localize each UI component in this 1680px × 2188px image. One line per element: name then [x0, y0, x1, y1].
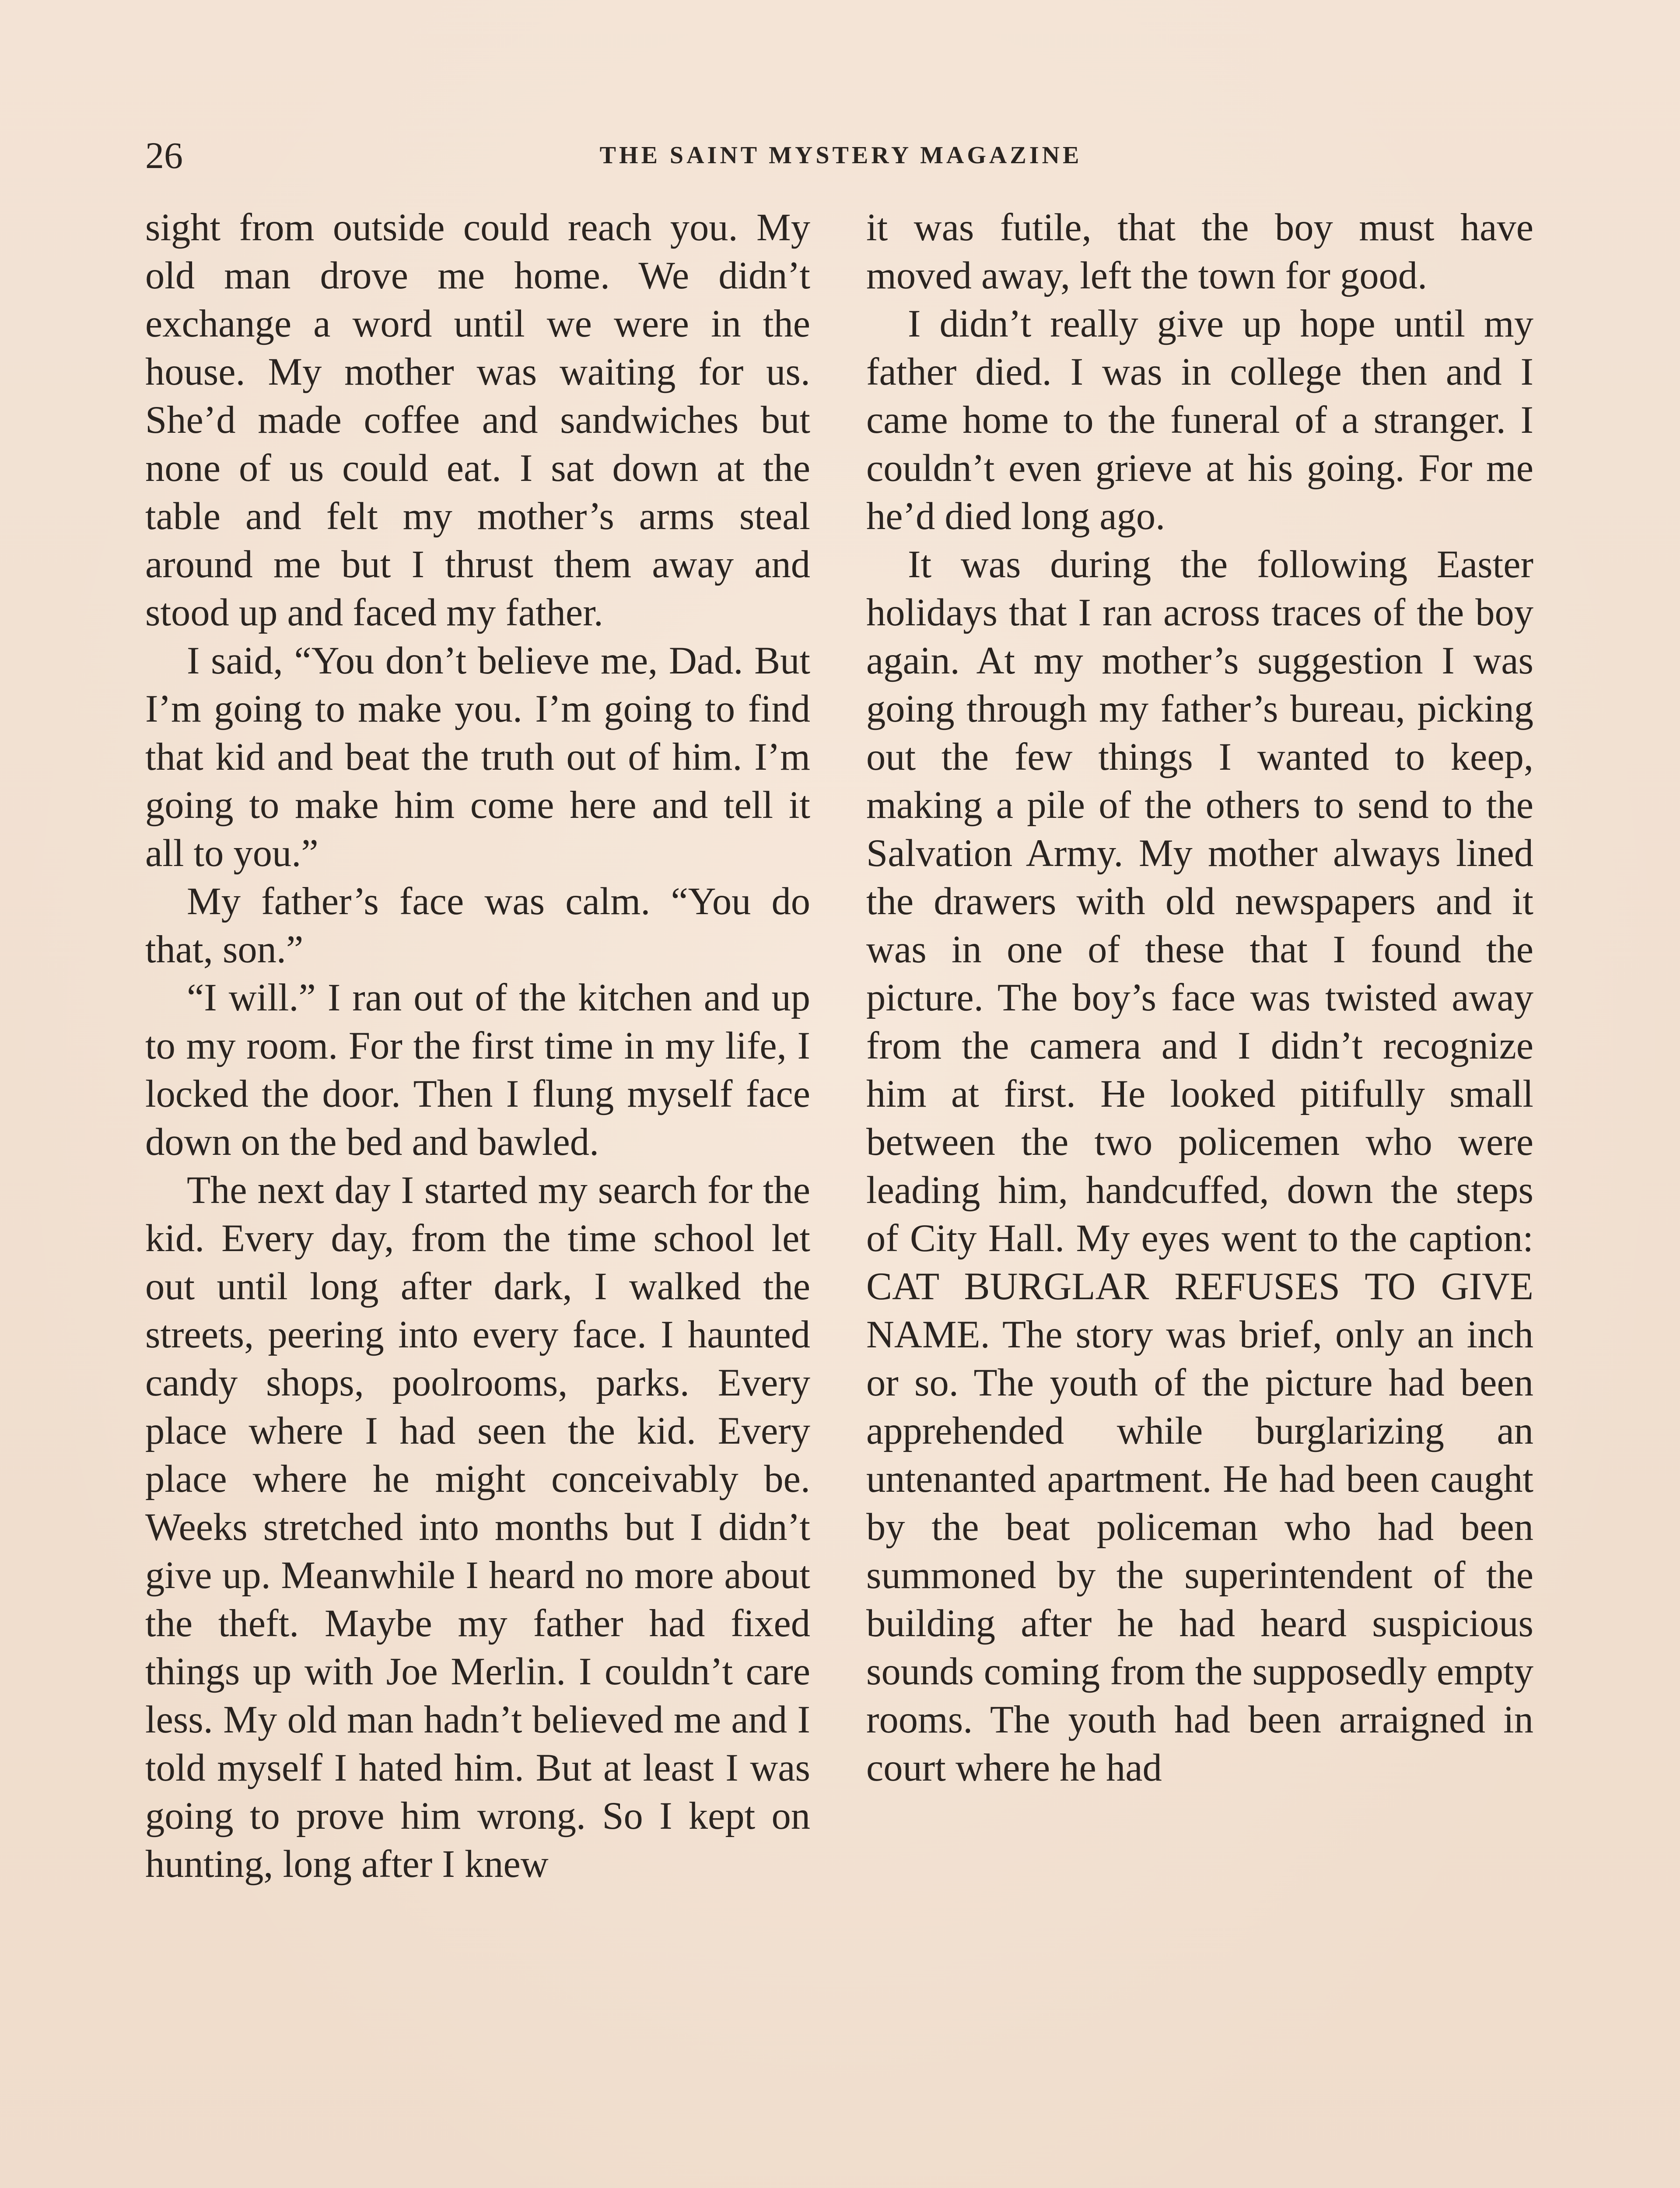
paragraph: It was during the following Easter holidays that I ran across traces of the boy again. At my mother’s suggestion I was going through my father’s bureau, picking out the few things I wanted to keep, making a pile of the others to send to the Salvation Army. My mother always lined the drawers with old newspapers and it was in one of these that I found the picture. The boy’s face was twisted away from the camera and I didn’t recognize him at first. He looked pitifully small between the two policemen who were leading him, handcuffed, down the steps of City Hall. My eyes went to the caption: CAT BURGLAR REFUSES TO GIVE NAME. The story was brief, only an inch or so. The youth of the picture had been apprehended while burglarizing an untenanted apartment. He had been caught by the beat policeman who had been summoned by the superintendent of the building after he had heard suspicious sounds coming from the supposedly empty rooms. The youth had been arraigned in court where he had	[866, 543, 1533, 1789]
paragraph: “I will.” I ran out of the kitchen and up to my room. For the first time in my life, I locked the door. Then I flung myself face down on the bed and bawled.	[145, 976, 810, 1164]
page-number: 26	[145, 134, 183, 176]
right-column	[866, 203, 1533, 1792]
paragraph: sight from outside could reach you. My old man drove me home. We didn’t exchange a word until we were in the house. My mother was waiting for us. She’d made coffee and sandwiches but none of us could eat. I sat down at the table and felt my mother’s arms steal around me but I thrust them away and stood up and faced my father.	[145, 206, 810, 634]
paragraph: The next day I started my search for the kid. Every day, from the time school let out until long after dark, I walked the streets, peering into every face. I haunted candy shops, poolrooms, parks. Every place where I had seen the kid. Every place where he might conceivably be. Weeks stretched into months but I didn’t give up. Meanwhile I heard no more about the theft. Maybe my father had fixed things up with Joe Merlin. I couldn’t care less. My old man hadn’t believed me and I told myself I hated him. But at least I was going to prove him wrong. So I kept on hunting, long after I knew	[145, 1169, 810, 1886]
paragraph: I didn’t really give up hope until my father died. I was in college then and I came home to the funeral of a stranger. I couldn’t even grieve at his going. For me he’d died long ago.	[866, 302, 1533, 538]
left-column	[145, 203, 810, 1888]
paragraph: I said, “You don’t believe me, Dad. But I’m going to make you. I’m going to find that kid and beat the truth out of him. I’m going to make him come here and tell it all to you.”	[145, 639, 810, 875]
paragraph: it was futile, that the boy must have moved away, left the town for good.	[866, 206, 1533, 297]
paragraph: My father’s face was calm. “You do that, son.”	[145, 880, 810, 971]
page-header	[145, 131, 1536, 179]
running-title: THE SAINT MYSTERY MAGAZINE	[599, 142, 1082, 169]
